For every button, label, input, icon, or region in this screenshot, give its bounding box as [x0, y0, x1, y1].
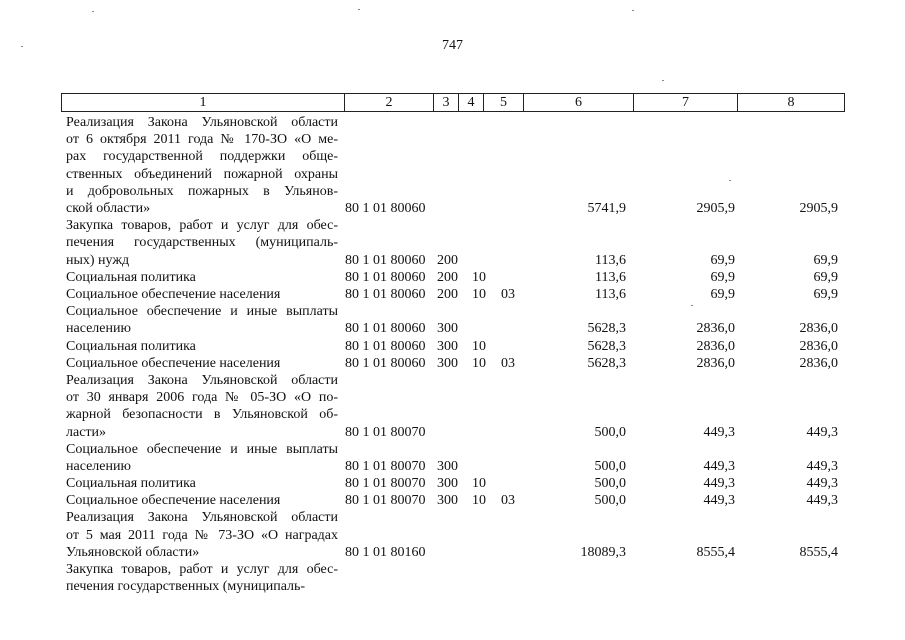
row-code: 80 1 01 80070 — [345, 493, 426, 509]
table-body — [0, 114, 905, 595]
row-description — [66, 475, 338, 492]
description-line: населению — [66, 458, 131, 474]
row-value-col6: 500,0 — [594, 493, 626, 509]
table-row — [0, 509, 905, 561]
row-value-col7: 69,9 — [710, 269, 735, 285]
description-line: Социальное обеспечение населения — [66, 355, 281, 371]
row-value-col6: 113,6 — [595, 252, 626, 268]
description-line: Социальное обеспечение и иные выплаты — [66, 304, 338, 320]
row-value-col6: 500,0 — [594, 476, 626, 492]
table-row — [0, 338, 905, 355]
description-line: Социальное обеспечение населения — [66, 493, 281, 509]
row-value-col8: 69,9 — [813, 252, 838, 268]
header-col-3: 3 — [434, 94, 459, 111]
row-value-col8: 2836,0 — [799, 338, 838, 354]
description-line: от 5 мая 2011 года № 73-ЗО «О наградах — [66, 527, 338, 543]
header-col-1: 1 — [62, 94, 345, 111]
description-line: Социальная политика — [66, 476, 196, 492]
row-value-col6: 500,0 — [594, 458, 626, 474]
row-section: 10 — [472, 338, 486, 354]
row-description — [66, 355, 338, 372]
row-code: 80 1 01 80060 — [345, 338, 426, 354]
row-expense-type: 300 — [437, 458, 458, 474]
row-value-col7: 2836,0 — [696, 338, 735, 354]
description-line: ской области» — [66, 201, 151, 217]
row-value-col6: 5628,3 — [587, 338, 626, 354]
page-number: 747 — [442, 38, 463, 53]
description-line: от 6 октября 2011 года № 170-ЗО «О ме- — [66, 132, 338, 148]
description-line: Социальная политика — [66, 269, 196, 285]
row-description — [66, 286, 338, 303]
table-row — [0, 286, 905, 303]
row-code: 80 1 01 80060 — [345, 286, 426, 302]
row-description — [66, 372, 338, 441]
header-col-8: 8 — [787, 95, 795, 110]
row-expense-type: 300 — [437, 355, 458, 371]
description-line: ственных объединений пожарной охраны — [66, 166, 338, 182]
header-col-6: 6 — [524, 94, 634, 111]
table-row — [0, 303, 905, 337]
row-value-col7: 69,9 — [710, 252, 735, 268]
scan-speck — [691, 305, 693, 306]
row-value-col8: 449,3 — [806, 424, 838, 440]
row-description — [66, 509, 338, 561]
row-subsection: 03 — [501, 355, 515, 371]
description-line: населению — [66, 321, 131, 337]
scan-speck — [632, 10, 634, 11]
row-expense-type: 200 — [437, 286, 458, 302]
description-line: и добровольных пожарных в Ульянов- — [66, 183, 338, 199]
row-section: 10 — [472, 269, 486, 285]
row-code: 80 1 01 80060 — [345, 355, 426, 371]
row-value-col7: 2905,9 — [696, 201, 735, 216]
table-row — [0, 114, 905, 217]
row-subsection: 03 — [501, 286, 515, 302]
row-value-col7: 449,3 — [703, 493, 735, 509]
row-value-col6: 500,0 — [594, 424, 626, 440]
row-value-col8: 449,3 — [806, 493, 838, 509]
row-expense-type: 300 — [437, 338, 458, 354]
row-section: 10 — [472, 493, 486, 509]
row-value-col8: 2836,0 — [799, 355, 838, 371]
row-code: 80 1 01 80070 — [345, 424, 426, 440]
row-section: 10 — [472, 355, 486, 371]
row-description — [66, 114, 338, 217]
row-value-col8: 449,3 — [806, 476, 838, 492]
table-row — [0, 475, 905, 492]
row-code: 80 1 01 80060 — [345, 201, 426, 216]
header-col-2: 2 — [345, 94, 434, 111]
row-section: 10 — [472, 476, 486, 492]
row-expense-type: 300 — [437, 476, 458, 492]
scan-speck — [92, 11, 94, 12]
row-description — [66, 338, 338, 355]
row-description — [66, 561, 338, 595]
description-line: Реализация Закона Ульяновской области — [66, 115, 338, 130]
row-description — [66, 217, 338, 269]
table-header — [61, 93, 845, 112]
scan-speck — [21, 46, 23, 47]
row-value-col7: 449,3 — [703, 424, 735, 440]
row-value-col8: 2905,9 — [799, 201, 838, 216]
description-line: Реализация Закона Ульяновской области — [66, 372, 338, 388]
description-line: печения государственных (муниципаль- — [66, 235, 338, 251]
row-description — [66, 269, 338, 286]
row-value-col6: 5628,3 — [587, 321, 626, 337]
description-line: Ульяновской области» — [66, 544, 200, 560]
header-col-5: 5 — [484, 94, 524, 111]
row-expense-type: 300 — [437, 493, 458, 509]
row-description — [66, 303, 338, 337]
row-description — [66, 492, 338, 509]
table-row — [0, 561, 905, 595]
row-expense-type: 200 — [437, 269, 458, 285]
row-value-col8: 69,9 — [813, 269, 838, 285]
row-code: 80 1 01 80070 — [345, 476, 426, 492]
row-value-col6: 113,6 — [595, 269, 626, 285]
table-row — [0, 441, 905, 475]
row-value-col6: 18089,3 — [580, 544, 626, 560]
description-line: Реализация Закона Ульяновской области — [66, 510, 338, 526]
table-row — [0, 372, 905, 441]
description-line: Социальное обеспечение и иные выплаты — [66, 441, 338, 457]
scan-speck — [662, 80, 664, 81]
row-subsection: 03 — [501, 493, 515, 509]
row-value-col7: 449,3 — [703, 476, 735, 492]
row-value-col7: 8555,4 — [696, 544, 735, 560]
description-line: Социальное обеспечение населения — [66, 286, 281, 302]
description-line: жарной безопасности в Ульяновской об- — [66, 407, 338, 423]
description-line: Закупка товаров, работ и услуг для обес- — [66, 218, 338, 234]
row-value-col8: 2836,0 — [799, 321, 838, 337]
row-value-col8: 449,3 — [806, 458, 838, 474]
table-row — [0, 355, 905, 372]
description-line: ных) нужд — [66, 252, 130, 268]
description-line: печения государственных (муниципаль- — [66, 579, 306, 595]
row-value-col7: 449,3 — [703, 458, 735, 474]
row-value-col7: 2836,0 — [696, 321, 735, 337]
header-col-7: 7 — [634, 94, 738, 111]
description-line: Социальная политика — [66, 338, 196, 354]
scan-speck — [358, 9, 360, 10]
description-line: рах государственной поддержки обще- — [66, 149, 338, 165]
table-row — [0, 217, 905, 269]
description-line: от 30 января 2006 года № 05-ЗО «О по- — [66, 390, 338, 406]
scan-speck — [729, 180, 731, 181]
row-expense-type: 200 — [437, 252, 458, 268]
row-section: 10 — [472, 286, 486, 302]
row-value-col8: 8555,4 — [799, 544, 838, 560]
table-row — [0, 269, 905, 286]
row-code: 80 1 01 80070 — [345, 458, 426, 474]
row-expense-type: 300 — [437, 321, 458, 337]
table-row — [0, 492, 905, 509]
row-value-col7: 2836,0 — [696, 355, 735, 371]
header-col-4: 4 — [459, 94, 484, 111]
row-code: 80 1 01 80060 — [345, 321, 426, 337]
row-code: 80 1 01 80160 — [345, 544, 426, 560]
row-value-col6: 113,6 — [595, 286, 626, 302]
row-description — [66, 441, 338, 475]
row-code: 80 1 01 80060 — [345, 269, 426, 285]
description-line: Закупка товаров, работ и услуг для обес- — [66, 562, 338, 578]
row-code: 80 1 01 80060 — [345, 252, 426, 268]
description-line: ласти» — [66, 424, 107, 440]
row-value-col6: 5741,9 — [587, 201, 626, 216]
row-value-col6: 5628,3 — [587, 355, 626, 371]
row-value-col7: 69,9 — [710, 286, 735, 302]
row-value-col8: 69,9 — [813, 286, 838, 302]
